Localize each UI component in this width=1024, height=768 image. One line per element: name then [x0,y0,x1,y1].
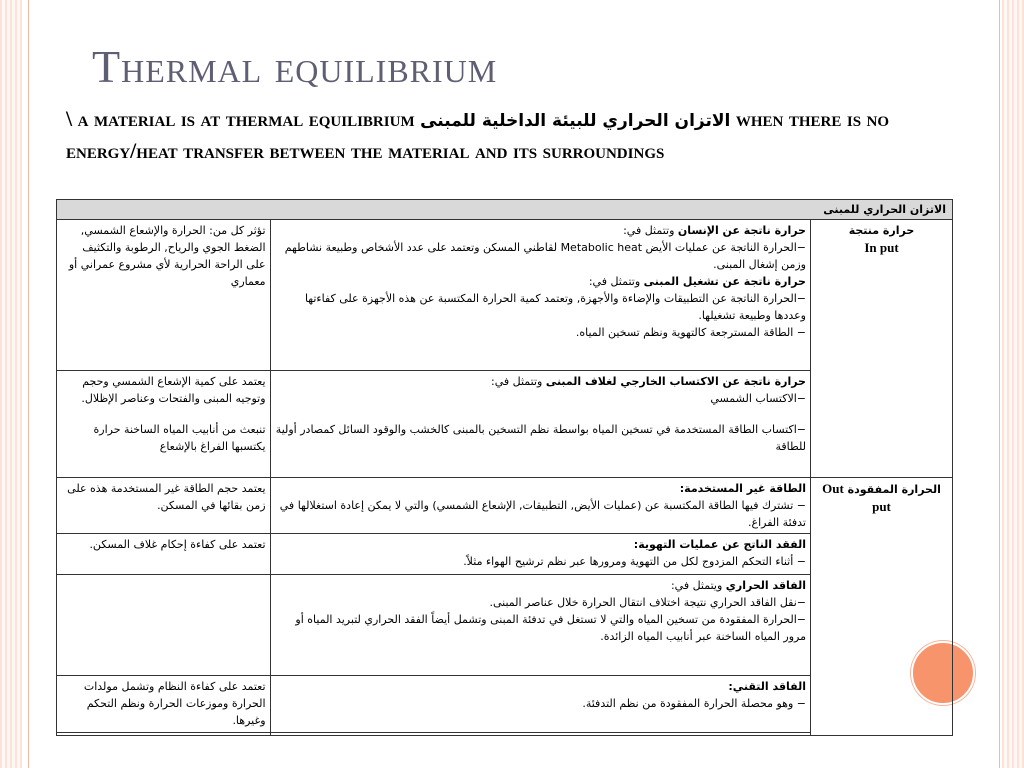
table-header: الاتزان الحراري للمبنى [57,200,953,220]
row2-description [270,371,810,478]
table-row [57,220,953,371]
row1-line1: −الحرارة الناتجة عن عمليات الأيض Metabolic heat لقاطني المسكن وتعتمد على عدد الأشخاص وطبيعة نشاطهم وزمن إشغال المبنى. [284,241,806,271]
row5-note-empty [57,575,271,676]
row3-heading: الطاقة غير المستخدمة: [679,482,806,495]
row1-line2: −الحرارة الناتجة عن التطبيقات والإضاءة والأجهزة, وتعتمد كمية الحرارة المكتسبة عن هذه الأجهزة على كفاءتها وعددها وطبيعة تشغيلها. [304,292,806,322]
left-decorative-stripe [0,0,22,768]
row5-heading: الفاقد الحراري [725,579,806,592]
input-label-en: In put [864,240,899,255]
row6-description [270,676,810,733]
row2-note2: تنبعث من أنابيب المياه الساخنة حرارة يكتسبها الفراغ بالإشعاع [93,423,266,453]
row4-line1: − أثناء التحكم المزدوج لكل من التهوية ومرورها عبر نظم ترشيح الهواء مثلاً. [463,555,806,568]
row6-note: تعتمد على كفاءة النظام وتشمل مولدات الحرارة وموزعات الحرارة ونظم التحكم وغيرها. [57,676,271,733]
row5-line1: −نقل الفاقد الحراري نتيجة اختلاف انتقال الحرارة خلال عناصر المبنى. [489,596,806,609]
right-decorative-stripe [1002,0,1024,768]
output-label-ar: الحرارة المفقودة [847,483,941,496]
output-category-cell [811,478,953,736]
row4-description [270,534,810,575]
row3-description [270,478,810,534]
input-category-cell [811,220,953,478]
row1-heading1-tail: وتتمثل في: [623,224,678,237]
thermal-balance-table [56,199,953,736]
row6-line1: − وهو محصلة الحرارة المفقودة من نظم التدفئة. [582,697,806,710]
subtitle-arabic: الاتزان الحراري للبيئة الداخلية للمبنى [420,111,731,131]
subtitle-rest: when there is no energy/heat transfer between the material and its surroundings [66,106,890,163]
row2-line2: −اكتساب الطاقة المستخدمة في تسخين المياه بواسطة نظم التسخين بالمبنى كالخشب والوقود السائل كمصادر أولية للطاقة [275,423,806,453]
row3-line1: − تشترك فيها الطاقة المكتسبة عن (عمليات الأيض, التطبيقات, الإشعاع الشمسي) والتي لا يمكن إعادة استغلالها في تدفئة الفراغ. [279,499,806,529]
row5-heading-tail: ويتمثل في: [670,579,726,592]
output-label-en: Out put [822,481,891,514]
row1-heading2: حرارة ناتجة عن تشغيل المبنى [643,275,806,288]
slide-title: Thermal equilibrium [92,41,498,92]
row4-note: تعتمد على كفاءة إحكام غلاف المسكن. [57,534,271,575]
subtitle-prefix: \ a material is at thermal equilibrium [66,106,415,131]
row6-heading: الفاقد التقني: [728,680,806,693]
row2-note1: يعتمد على كمية الإشعاع الشمسي وحجم وتوجيه المبنى والفتحات وعناصر الإظلال. [81,375,266,405]
row1-heading2-tail: وتتمثل في: [588,275,644,288]
row1-heading1: حرارة ناتجة عن الإنسان [677,224,806,237]
row2-note [57,371,271,478]
input-label-ar: حرارة منتجة [848,224,915,237]
row5-description [270,575,810,676]
row3-note: يعتمد حجم الطاقة غير المستخدمة هذه على زمن بقائها في المسكن. [57,478,271,534]
row1-line3: − الطاقة المسترجعة كالتهوية ونظم تسخين المياه. [575,326,806,339]
row1-description [270,220,810,371]
row2-heading1: حرارة ناتجة عن الاكتساب الخارجي لغلاف المبنى [545,375,806,388]
table-row [57,478,953,534]
slide-subtitle [66,104,916,166]
row4-heading: الفقد الناتج عن عمليات التهوية: [633,538,806,551]
row1-note: تؤثر كل من: الحرارة والإشعاع الشمسي, الضغط الجوي والرياح, الرطوبة والتكثيف على الراحة الحرارية لأي مشروع عمراني أو معماري [57,220,271,371]
row5-line2: −الحرارة المفقودة من تسخين المياه والتي لا تستغل في تدفئة المبنى وتشمل أيضاً الفقد الحراري لتبريد المياه أو مرور المياه الساخنة عبر أنابيب المياه الزائدة. [295,613,806,643]
row2-heading1-tail: وتتمثل في: [490,375,546,388]
row2-line1: −الاكتساب الشمسي [710,392,806,405]
table-header-row [57,200,953,220]
